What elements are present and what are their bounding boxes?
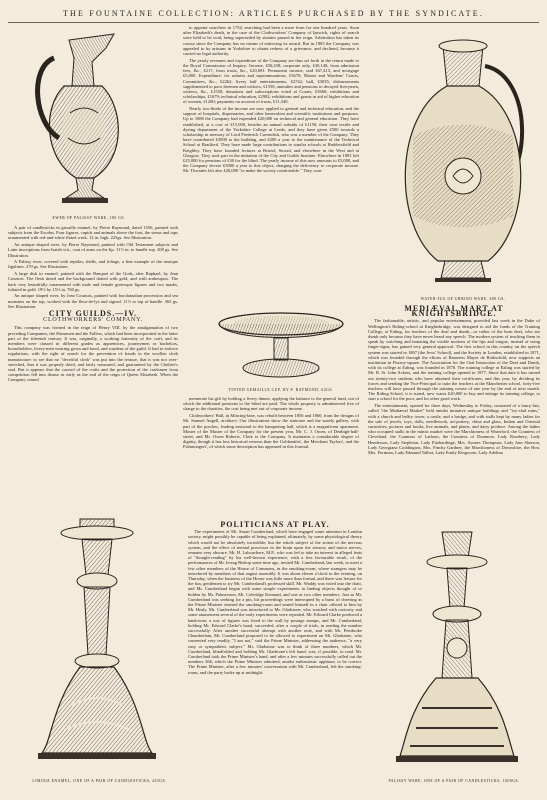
left-paragraph: A large dish in enamel, painted with the Banquet of the Gods, after Raphael, by Jean Courtois. The flesh tinted and the background dotted with gold, and with arabesques. The back very beautifully ornamented with male and female grotesque figures and two masks, foliated in gold. 19½ by 15½ in. 760 gs. [8,271,178,292]
limoge-candlestick-illustration [32,515,162,775]
ewer-illustration [14,28,164,216]
center-paragraph: The yearly revenues and expenditure of the Company are thus set forth in the return made to the Royal Commission of Inquiry: Income, £50,438; corporate only, £30,140; from admission fees, &c., £217; from trusts, &c., £20,081. Permanent income, said £67,413, and mortgage £5,000. Expenditure: for salaries and superannuations, £3670; Master and Wardens' Courts, Committees, &c., £2262; livery half entertainments, £2742; hall, £3035; disbursements supplemented to poor freemen and widows, £1550; annuities and pensions to decayed liverymen, widows, &c., £1550; donations and subscriptions voted at Courts, £5660; exhibitions and scholarships, £1679; technical education, £2902; exhibitions and grants in aid of higher education of women, £1200; payments on account of trusts, £11,340. [183,57,359,105]
medieval-paragraph: The entertainment, opened for three days, Wednesday to Friday, consisted of a fancy-fair, called "the Mediæval Market" held amidst imitative antique buildings and "ivy-clad ruins," with a church and belfry tower, a castle, and a bridge, and with stalls kept by many ladies for the sale of jewels, toys, dolls, needlework, art-pottery, china and glass, Indian and Oriental curiosities, pictures and books, live animals, and plants, and dairy produce. Among the ladies who occupied stalls in the mimic market were the Marchioness of Waterford, the Countess of Cleveland, the Countess of Lathom, the Countess of Dunmore, Lady Rosebery, Lady Henderson, Lady Stepleton, Lady Fitzhardinge, Mrs. Synnes Thompson, Lady Ann Sherson, Lady Georgiana Coddington, Mrs. Finchy Gardner, the Marchioness of Downshire, the Hon. Mrs. Portman, Lady Edmund Talbot, Lady Emily Kingscote, Lady Adelina [368,403,540,455]
center-paragraph: Nearly two-thirds of the income are now applied to general and technical education, and the support of hospitals, dispensaries, and other benevolent and scientific institutions and purposes. Up to 1880 the Company had expended £20,000 on technical and general education. They have established, at a cost of £15,000, besides an annual subsidy of £1150, their own textile and dyeing department of the Yorkshire College at Leeds, and they have given £500 towards a scholarship in memory of Lord Frederick Cavendish, who was a member of the Company. They have contributed £3000 to the building, and £200 a year to the maintenance of the Technical School at Bradford. They have made large contributions to similar schools at Huddersfield and Keighley. They have founded lectures at Bristol, Stroud, and elsewhere in the West and at Glasgow. They took part in the initiation of the City and Guilds Institute. Elsewhere in 1881 left £25,000 for pensions of £30 for the blind. The yearly income of this now amounts to £5,000, and the Company devote £5000 a year to this object, charging the deficiency to corporate income. Mr. Thwaites left also £20,000 "to make the society comfortable." They com- [183,106,359,174]
guild-paragraph: This company was formed in the reign of Henry VIII. by the amalgamation of two preceding Companies, the Shearmen and the Fullers, which had been incorporated in the latter part of the fifteenth century. It was, originally, a working fraternity of the craft, and its members were classed in different grades as apprentices, journeymen or bachelors, householders, livery-men wearing gown and hood, and wardens of the guild. It had to enforce regulations, with the right of search for the prevention of frauds in the woollen cloth manufacture: to see that no "deceitful cloth" was put into the texture, that it was not over-stretched, that it was properly dried, and fairly measured, and guaranteed by the Clothier's seal. But it appears that the control of the crafts and the protection of the craftsmen from competition fell into disuse as early as the end of the reign of Queen Elizabeth. When the Company ceased [8,325,178,383]
water-jug-illustration [383,26,543,296]
left-paragraph: A Palissy ewer, covered with reptiles, shells, and foliage, a fine example of the rustique figulines. 270 gs. See Illustration. [8,259,178,270]
clothworkers-heading: CLOTHWORKERS' COMPANY. [43,317,143,324]
left-paragraph: An antique shaped ewer, by Pierre Raymond, painted with Old Testament subjects and Latin inscriptions from Isaiah viii., coat of arms on the lip. 11½ in. to handle top. 200 gs. See Illustration. [8,242,178,258]
water-jug-caption: WATER-JUG OF URBINO WARE, 480 GS. [420,297,506,301]
center-column-mid [183,396,359,516]
left-column [8,225,178,505]
limoge-caption: LIMOGE ENAMEL, ONE OF A PAIR OF CANDLESTICKS, 425GS. [32,779,167,783]
page-header: THE FOUNTAINE COLLECTION: ARTICLES PURCHASED BY THE SYNDICATE. [62,9,485,18]
medieval-paragraph: The fashionable, artistic, and popular entertainment, provided last week in the Duke of Wellington's Riding-school at Knightsbridge, was designed to aid the funds of the Training College, at Ealing, for teachers of the deaf and dumb—or rather of the born deaf, who are dumb only because they have never heard any speech. The modern system of teaching them to speak by watching and imitating the visible motions of the lips and tongue, instead of using finger-signs, has gained very general approval. The first school in this country on the speech system was started in 1867 (the Jews' School), and the Society in London, established in 1871, which was founded through the efforts of Baroness Mayer de Rothschild, now supports an institution in Fitzroy-square. The Association for the Oral Instruction of the Deaf and Dumb, with its college at Ealing, was founded in 1878. The training college at Ealing was started by Mr. B. St. John Ackers, and the training college opened in 1877. Since that date it has turned out twenty-two students who have obtained their certificates, and this year, by dividing its forces and sending the Vice-Principal to train the teachers at the Manchester school, forty-five teachers will have passed through the training course of one year by the end of next month. The Riding School, it is stated, now wants £20,000 to buy and enlarge its training college, to start a school for the poor, and for other good work. [368,318,540,402]
right-column [368,304,540,526]
city-guilds-heading: CITY GUILDS.—IV. [48,309,138,319]
palissy-candlestick-illustration [392,528,522,778]
tinted-cup-illustration [196,308,366,386]
center-paragraph: Clothworkers' Hall, in Mincing-lane, was rebuilt between 1856 and 1860, from the designs of Mr. Samuel Angell, architect. Our illustrations show the staircase and the stately gallery, with part of the porches, leading eastward to the banqueting hall, which is a magnificent apartment. Master of the Master of the Company for the present year, Mr. C. J. Owen, of Denbigh-hall-street; and Mr. Owen Roberts, Clerk to the Company. It maintains a considerable degree of dignity, though it has less historical renown than the Goldsmiths', the Merchant Taylors', and the Fishmongers', of which some description has appeared in this Journal. [183,413,359,450]
center-paragraph: to appoint searchers in 1754, searching had been a mere form for one hundred years. Soon after Elizabeth's death, in the case of the Clothworkers' Company of Ipswich, rights of search were held to be void, being superseded by statutes passed in her reign. Arbitration has taken its course since the Company has no means of enforcing its award. But in 1883 the Company was appealed to by artisans in Yorkshire to obtain redress of a grievance, and declined, because it carried no legal authority. [183,25,359,57]
politicians-paragraph: The experiments of Mr. Stuart Cumberland, which have engaged some attention in London society, might possibly be capable of being explained, ultimately, by some physiological theory which would not be absolutely incredible; but the whole subject of the action of the nervous system, and the effect of mental processes in the brain upon the sensory and motor nerves, remains very obscure. Mr. H. Labouchere, M.P., who was led to take an interest in alleged feats of "thought-reading" by his well-known experience, with a less favourable result, of the performances of Mr. Irving Bishop some time ago, invited Mr. Cumberland, last week, to meet a few other members of the House of Commons, in the smoking-room, where strangers may be introduced by members of that august assembly. It was about eleven o'clock in the evening, on Thursday, when the business of the House was little more than formal, and there was leisure for the fun, gentlemen to try Mr. Cumberland's professed skill. Mr. Waddy was voted into the chair, and Mr. Cumberland began with some simple experiments in finding objects thought of or hidden by Mr. Palmerston, Mr. Coleridge Kennard, and one or two other members. Just as Mr. Cumberland was seeking for a pin, his proceedings were interrupted by a burst of cheering as the Prime Minister entered the smoking-room and seated himself in a chair offered to him by Mr. Healy. Mr. Cumberland was introduced to Mr. Gladstone, who watched with curiosity and some amusement several of the early experiments were repeated. Mr. Edward Clarke produced a bank-note; a row of figures was fixed to the wall by postage stamps, and Mr. Cumberland, holding Mr. Edward Clarke's hand, succeeded, after a couple of trials, in reading the number successfully. After another successful attempt with another note, and with Mr. Pembroke Chamberlain, Mr. Cumberland proposed to be allowed to experiment on Mr. Gladstone, who consented very readily. "I am not," said the Prime Minister, addressing the audience, "a very easy or sympathetic subject." Mr. Gladstone was to think of three numbers, which Mr. Cumberland, blindfolded and holding Mr. Gladstone's left hand, was, if possible, to read. Mr. Cumberland took the Prime Minister's hand, and after a few minutes successfully called out the numbers 366, which the Prime Minister admitted, amidst enthusiastic applause, to be correct. The Prime Minister, after a few minutes' conversation with Mr. Cumberland, left the smoking-room, and the party broke up at midnight. [188,529,362,675]
politicians-heading: POLITICIANS AT PLAY. [220,520,330,529]
center-paragraph: memorate his gift by holding a livery dinner, applying the balance to the general fund, out of which the additional pensions to the blind are paid. The whole property is administered free of charge to the charities, the cost being met out of corporate income. [183,396,359,412]
header-rule [8,22,539,23]
palissy-candle-caption: PALISSY WARE, ONE OF A PAIR OF CANDLESTICKS, 1000GS. [388,779,520,783]
left-paragraph: An antique shaped ewer, by Jean Courtois, painted with bacchanalian procession and sea monsters on the top, worked with the fleur-de-lys and signed. 11½ to top of handle. 365 gs. See Illustration. [8,293,178,309]
center-column-top [183,25,359,305]
left-paragraph: A pair of candlesticks in grisaille enamel, by Pierre Raymond, dated 1556, painted with subjects from the Exodus. Four figures, cupids and animals above the foot, the stems and tops ornamented with red-and-white fluted work. 12 in. high. 225gs. See Illustration. [8,225,178,241]
tinted-cup-caption: TINTED GEMAILLE CUP, BY P. RAYMOND, 62GS. [228,388,334,392]
politicians-column [188,520,362,798]
ewer-caption: EWER OF PALISSY WARE, 180 GS. [52,216,126,220]
medieval-heading: MEDIÆVAL MART AT KNIGHTSBRIDGE. [404,304,504,319]
